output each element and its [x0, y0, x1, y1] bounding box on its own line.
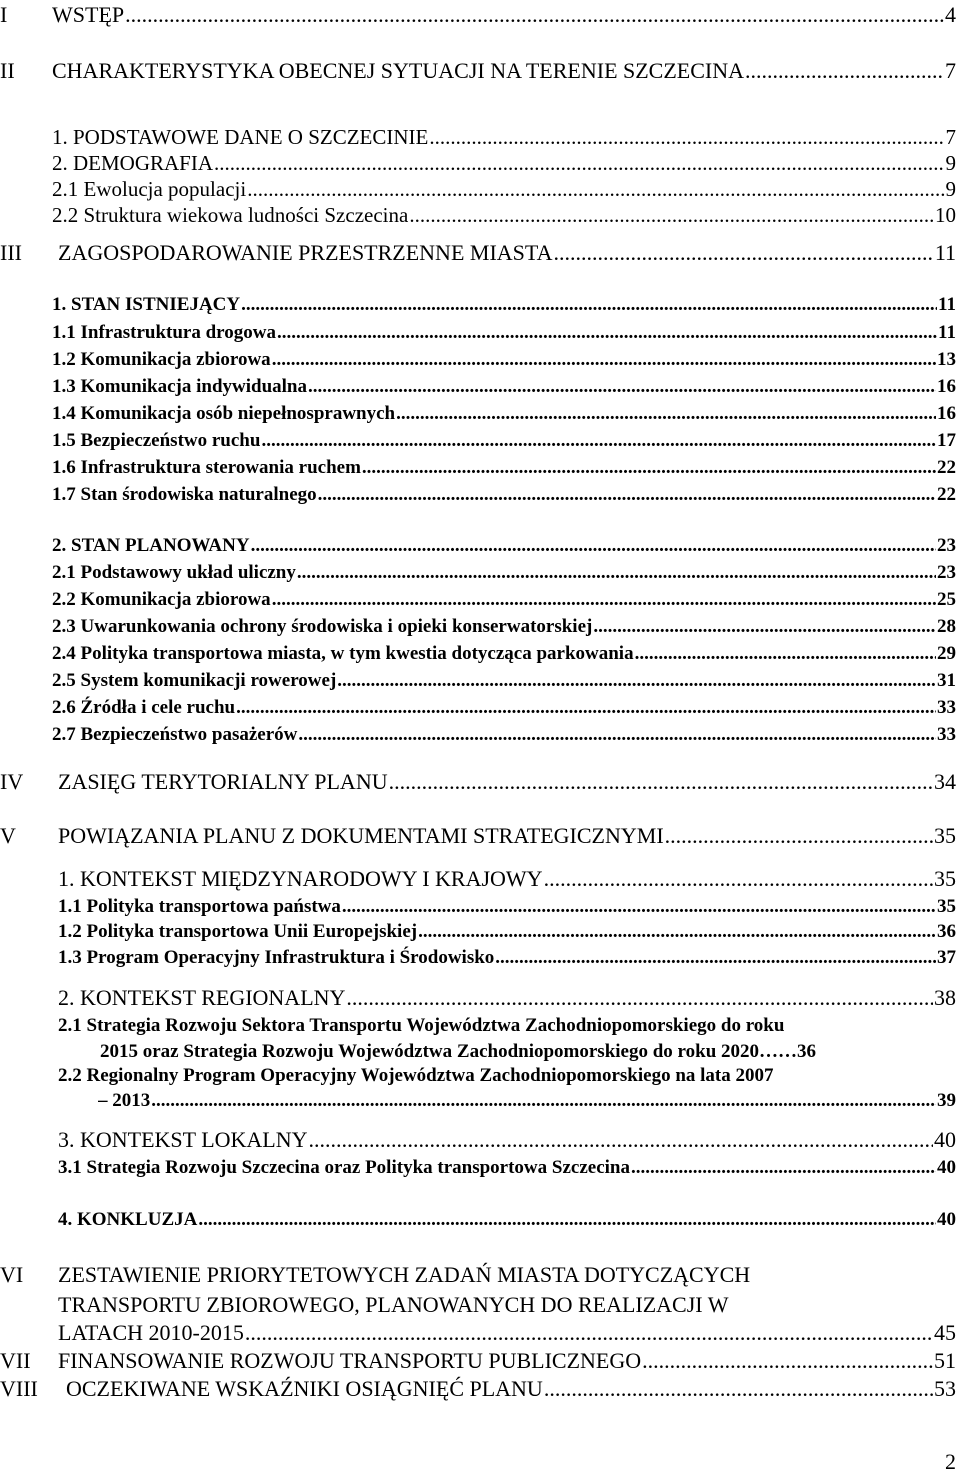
- toc-title: 3. KONTEKST LOKALNY: [58, 1127, 308, 1152]
- toc-leader: [236, 696, 936, 720]
- toc-page: 40: [937, 1157, 956, 1178]
- toc-entry-charakterystyka[interactable]: [52, 58, 956, 84]
- toc-entry-zestawienie-line1[interactable]: ZESTAWIENIE PRIORYTETOWYCH ZADAŃ MIASTA DOTYCZĄCYCH: [58, 1262, 751, 1287]
- toc-leader: [272, 588, 936, 612]
- toc-title: 2.1 Ewolucja populacji: [52, 177, 247, 201]
- toc-page: 31: [937, 670, 956, 691]
- toc-title: FINANSOWANIE ROZWOJU TRANSPORTU PUBLICZNEGO: [58, 1348, 642, 1373]
- roman-III: III: [0, 240, 22, 265]
- toc-entry-polityka-transportowa-miasta[interactable]: [52, 642, 956, 666]
- toc-title: ZAGOSPODAROWANIE PRZESTRZENNE MIASTA: [58, 240, 553, 265]
- toc-title: OCZEKIWANE WSKAŹNIKI OSIĄGNIĘĆ PLANU: [66, 1376, 543, 1401]
- toc-title: POWIĄZANIA PLANU Z DOKUMENTAMI STRATEGICZNYMI: [58, 823, 664, 848]
- toc-entry-kontekst-regionalny[interactable]: [58, 985, 956, 1011]
- toc-entry-strategia-sektora-line1[interactable]: 2.1 Strategia Rozwoju Sektora Transportu Województwa Zachodniopomorskiego do roku: [58, 1015, 785, 1036]
- toc-title: 2. STAN PLANOWANY: [52, 535, 250, 556]
- toc-entry-po-infrastruktura[interactable]: [58, 946, 956, 970]
- toc-title: CHARAKTERYSTYKA OBECNEJ SYTUACJI NA TERENIE SZCZECINA: [52, 58, 745, 83]
- toc-leader: [272, 348, 936, 372]
- toc-page: 36: [937, 921, 956, 942]
- toc-entry-zagospodarowanie[interactable]: [58, 240, 956, 266]
- toc-leader: [409, 203, 934, 227]
- toc-entry-stan-srodowiska[interactable]: [52, 483, 956, 507]
- toc-leader: [389, 769, 933, 795]
- toc-page: 23: [937, 562, 956, 583]
- toc-leader: [277, 321, 937, 345]
- toc-page: 7: [945, 125, 956, 149]
- roman-VII: VII: [0, 1348, 31, 1373]
- toc-entry-kontekst-miedzynarodowy[interactable]: [58, 866, 956, 892]
- toc-title: 1.5 Bezpieczeństwo ruchu: [52, 430, 261, 451]
- toc-page: 22: [937, 484, 956, 505]
- toc-page: 11: [938, 294, 956, 315]
- toc-page: 39: [937, 1090, 956, 1111]
- toc-title: 2.2 Komunikacja zbiorowa: [52, 589, 271, 610]
- toc-title: 2.2 Struktura wiekowa ludności Szczecina: [52, 203, 409, 227]
- toc-entry-komunikacja-zbiorowa-2[interactable]: [52, 588, 956, 612]
- toc-page: 11: [934, 240, 956, 265]
- toc-leader: [642, 1348, 933, 1374]
- toc-title: 1. PODSTAWOWE DANE O SZCZECINIE: [52, 125, 429, 149]
- toc-title: – 2013: [98, 1090, 151, 1111]
- toc-title: LATACH 2010-2015: [58, 1320, 244, 1345]
- toc-page: 7: [945, 58, 956, 83]
- toc-entry-komunikacja-indywidualna[interactable]: [52, 375, 956, 399]
- toc-leader: [396, 402, 936, 426]
- toc-title: 1. KONTEKST MIĘDZYNARODOWY I KRAJOWY: [58, 866, 543, 891]
- toc-leader: [342, 895, 936, 919]
- toc-page: 10: [935, 203, 956, 227]
- toc-entry-komunikacja-niepelnosprawnych[interactable]: [52, 402, 956, 426]
- toc-entry-strategia-sektora[interactable]: [100, 1040, 956, 1064]
- toc-title: 1. STAN ISTNIEJĄCY: [52, 294, 241, 315]
- toc-leader: [635, 642, 936, 666]
- roman-VI: VI: [0, 1262, 24, 1287]
- toc-title: 2.7 Bezpieczeństwo pasażerów: [52, 724, 298, 745]
- toc-title: 2015 oraz Strategia Rozwoju Województwa Zachodniopomorskiego do roku 2020: [100, 1041, 760, 1062]
- roman-VIII: VIII: [0, 1376, 38, 1401]
- toc-entry-bezpieczenstwo-pasazerow[interactable]: [52, 723, 956, 747]
- toc-title: 1.7 Stan środowiska naturalnego: [52, 484, 317, 505]
- toc-entry-kontekst-lokalny[interactable]: [58, 1127, 956, 1153]
- toc-page: 35: [934, 866, 956, 891]
- toc-entry-konkluzja[interactable]: [58, 1208, 956, 1232]
- toc-leader: [631, 1156, 936, 1180]
- toc-title: 1.2 Komunikacja zbiorowa: [52, 349, 271, 370]
- toc-entry-sterowanie-ruchem[interactable]: [52, 456, 956, 480]
- toc-leader: [337, 669, 936, 693]
- toc-page: 28: [937, 616, 956, 637]
- toc-page: 22: [937, 457, 956, 478]
- toc-entry-stan-planowany[interactable]: [52, 534, 956, 558]
- toc-entry-wstep[interactable]: [52, 2, 956, 28]
- toc-page: 51: [934, 1348, 956, 1373]
- toc-title: 1.4 Komunikacja osób niepełnosprawnych: [52, 403, 396, 424]
- toc-leader: [745, 58, 944, 84]
- toc-entry-zestawienie[interactable]: [58, 1320, 956, 1346]
- toc-entry-struktura-wiekowa[interactable]: [52, 203, 956, 227]
- toc-entry-powiazania[interactable]: [58, 823, 956, 849]
- toc-entry-strategia-szczecina[interactable]: [58, 1156, 956, 1180]
- toc-leader: [429, 125, 944, 149]
- toc-title: 2.4 Polityka transportowa miasta, w tym kwestia dotycząca parkowania: [52, 643, 634, 664]
- toc-title: 1.1 Infrastruktura drogowa: [52, 322, 276, 343]
- toc-title: WSTĘP: [52, 2, 125, 27]
- toc-entry-rpo-line1[interactable]: 2.2 Regionalny Program Operacyjny Województwa Zachodniopomorskiego na lata 2007: [58, 1065, 774, 1086]
- toc-page: 53: [934, 1376, 956, 1401]
- toc-leader: [309, 1127, 933, 1153]
- toc-entry-zasieg-terytorialny[interactable]: [58, 769, 956, 795]
- toc-page: 35: [934, 823, 956, 848]
- toc-title: ZASIĘG TERYTORIALNY PLANU: [58, 769, 388, 794]
- toc-entry-komunikacja-rowerowa[interactable]: [52, 669, 956, 693]
- toc-leader: [245, 1320, 933, 1346]
- toc-page: 16: [937, 403, 956, 424]
- toc-title: 3.1 Strategia Rozwoju Szczecina oraz Polityka transportowa Szczecina: [58, 1157, 630, 1178]
- toc-page: 40: [934, 1127, 956, 1152]
- toc-leader: [247, 177, 944, 201]
- toc-entry-finansowanie[interactable]: [58, 1348, 956, 1374]
- toc-leader: [418, 920, 936, 944]
- toc-entry-zrodla-ruchu[interactable]: [52, 696, 956, 720]
- toc-page: 11: [938, 322, 956, 343]
- toc-title: 2.6 Źródła i cele ruchu: [52, 697, 236, 718]
- toc-page: 4: [945, 2, 956, 27]
- toc-entry-wskazniki[interactable]: [66, 1376, 956, 1402]
- toc-entry-ewolucja-populacji[interactable]: [52, 177, 956, 201]
- toc-title: 2.1 Podstawowy układ uliczny: [52, 562, 296, 583]
- toc-leader: [261, 429, 936, 453]
- toc-page: 36: [797, 1041, 817, 1062]
- toc-leader: [544, 866, 933, 892]
- toc-leader: [297, 561, 936, 585]
- toc-page: 29: [937, 643, 956, 664]
- toc-leader: [214, 151, 944, 175]
- toc-leader: [495, 946, 936, 970]
- toc-page: 40: [937, 1209, 956, 1230]
- toc-title: 1.6 Infrastruktura sterowania ruchem: [52, 457, 361, 478]
- toc-title: 2. KONTEKST REGIONALNY: [58, 985, 346, 1010]
- toc-page: 25: [937, 589, 956, 610]
- toc-title: 2.5 System komunikacji rowerowej: [52, 670, 337, 691]
- toc-entry-polityka-ue[interactable]: [58, 920, 956, 944]
- toc-entry-bezpieczenstwo-ruchu[interactable]: [52, 429, 956, 453]
- toc-entry-polityka-panstwa[interactable]: [58, 895, 956, 919]
- toc-leader: [125, 2, 944, 28]
- toc-entry-demografia[interactable]: [52, 151, 956, 175]
- roman-II: II: [0, 58, 15, 83]
- toc-leader: [553, 240, 933, 266]
- toc-page: 34: [934, 769, 956, 794]
- toc-leader-ellipsis: ……: [759, 1041, 798, 1062]
- toc-entry-uwarunkowania[interactable]: [52, 615, 956, 639]
- toc-entry-komunikacja-zbiorowa[interactable]: [52, 348, 956, 372]
- toc-page: 45: [934, 1320, 956, 1345]
- toc-leader: [308, 375, 936, 399]
- toc-entry-podstawowe-dane[interactable]: [52, 125, 956, 149]
- roman-I: I: [0, 2, 8, 27]
- toc-page: 13: [937, 349, 956, 370]
- toc-title: 1.1 Polityka transportowa państwa: [58, 896, 341, 917]
- toc-page: 33: [937, 724, 956, 745]
- toc-entry-uklad-uliczny[interactable]: [52, 561, 956, 585]
- toc-leader: [298, 723, 936, 747]
- toc-title: 1.3 Program Operacyjny Infrastruktura i Środowisko: [58, 947, 495, 968]
- roman-IV: IV: [0, 769, 24, 794]
- toc-leader: [151, 1089, 936, 1113]
- toc-title: 2.3 Uwarunkowania ochrony środowiska i opieki konserwatorskiej: [52, 616, 593, 637]
- toc-leader: [362, 456, 936, 480]
- toc-title: 4. KONKLUZJA: [58, 1209, 198, 1230]
- toc-entry-rpo[interactable]: [98, 1089, 956, 1113]
- toc-page: 37: [937, 947, 956, 968]
- toc-title: 1.2 Polityka transportowa Unii Europejskiej: [58, 921, 418, 942]
- toc-page: 16: [937, 376, 956, 397]
- toc-page: 9: [945, 151, 956, 175]
- toc-page: 35: [937, 896, 956, 917]
- toc-leader: [593, 615, 936, 639]
- toc-leader: [241, 293, 937, 317]
- toc-leader: [251, 534, 936, 558]
- toc-page: 33: [937, 697, 956, 718]
- toc-leader: [665, 823, 933, 849]
- toc-leader: [318, 483, 936, 507]
- toc-entry-stan-istniejacy[interactable]: [52, 293, 956, 317]
- toc-page: 9: [945, 177, 956, 201]
- page-number: 2: [945, 1449, 956, 1474]
- toc-page: 17: [937, 430, 956, 451]
- toc-page: 23: [937, 535, 956, 556]
- toc-leader: [346, 985, 933, 1011]
- toc-leader: [544, 1376, 933, 1402]
- toc-entry-infrastruktura-drogowa[interactable]: [52, 321, 956, 345]
- toc-entry-zestawienie-line2[interactable]: TRANSPORTU ZBIOROWEGO, PLANOWANYCH DO REALIZACJI W: [58, 1292, 729, 1317]
- toc-page: 38: [934, 985, 956, 1010]
- toc-leader: [198, 1208, 936, 1232]
- roman-V: V: [0, 823, 16, 848]
- toc-title: 2. DEMOGRAFIA: [52, 151, 214, 175]
- toc-title: 1.3 Komunikacja indywidualna: [52, 376, 307, 397]
